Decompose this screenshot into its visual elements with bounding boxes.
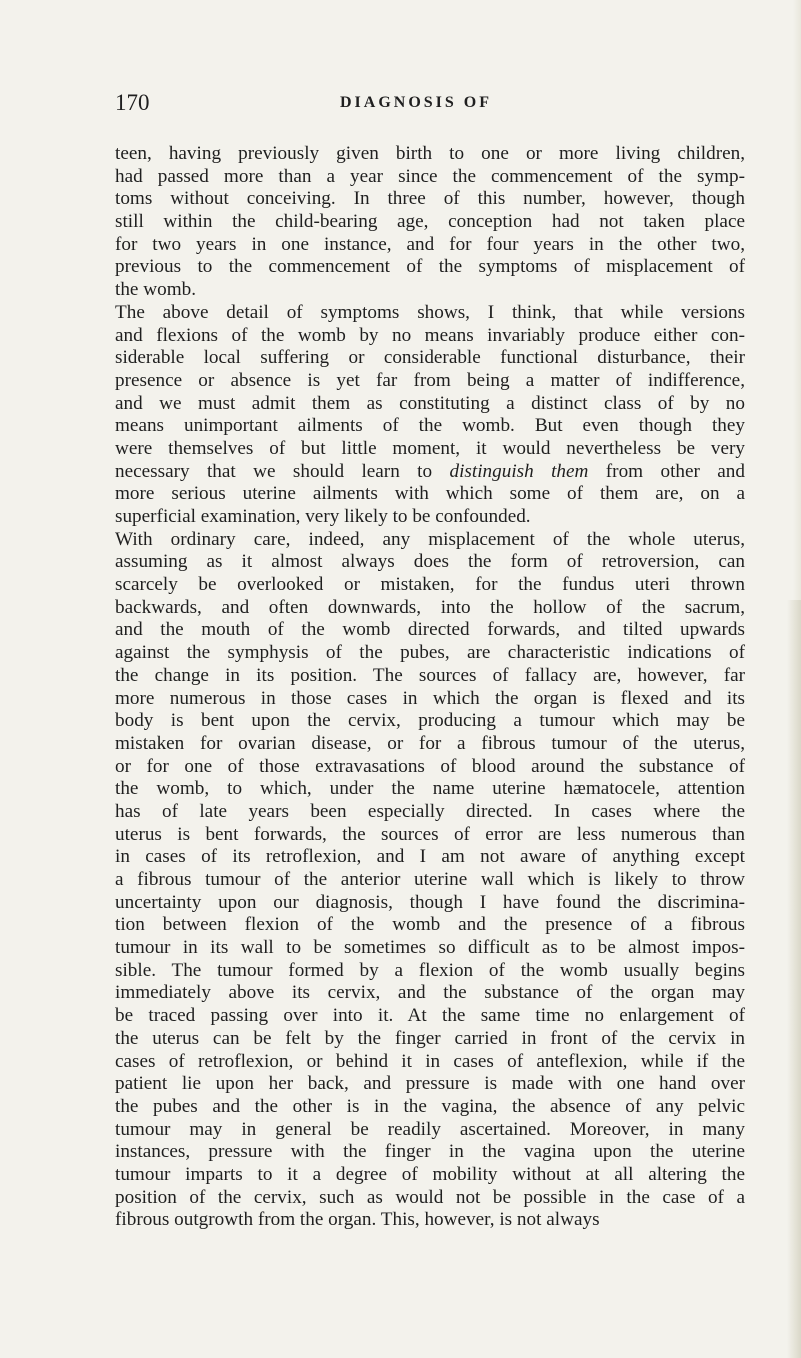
text-line: or for one of those extravasations of blood around the substance of [115, 755, 745, 777]
text-line: With ordinary care, indeed, any misplacement of the whole uterus, [115, 528, 745, 550]
text-line: means unimportant ailments of the womb. But even though they [115, 415, 745, 437]
text-line: previous to the commencement of the symptoms of misplacement of [115, 256, 745, 278]
text-line: in cases of its retroflexion, and I am not aware of anything except [115, 846, 745, 868]
text-line: be traced passing over into it. At the same time no enlargement of [115, 1005, 745, 1027]
text-line: the womb. [115, 279, 197, 301]
text-line: toms without conceiving. In three of this number, however, though [115, 188, 745, 210]
text-line: patient lie upon her back, and pressure is made with one hand over [115, 1073, 745, 1095]
text-line: presence or absence is yet far from being a matter of indifference, [115, 369, 745, 391]
text-line: were themselves of but little moment, it would nevertheless be very [115, 437, 745, 459]
text-line: the pubes and the other is in the vagina, the absence of any pelvic [115, 1095, 745, 1117]
text-line: and the mouth of the womb directed forwards, and tilted upwards [115, 619, 745, 641]
text-line: teen, having previously given birth to one or more living children, [115, 143, 745, 164]
page-number: 170 [115, 90, 150, 115]
text-line: The above detail of symptoms shows, I think, that while versions [115, 301, 745, 323]
text-line: still within the child-bearing age, conception had not taken place [115, 211, 745, 233]
text-line: uncertainty upon our diagnosis, though I have found the discrimina- [115, 891, 745, 913]
text-line: backwards, and often downwards, into the hollow of the sacrum, [115, 596, 745, 618]
text-line: tumour imparts to it a degree of mobility without at all altering the [115, 1163, 745, 1185]
page-edge-shadow-top [793, 0, 801, 600]
text-line: more serious uterine ailments with which some of them are, on a [115, 483, 745, 505]
text-line: immediately above its cervix, and the substance of the organ may [115, 982, 745, 1004]
text-line: assuming as it almost always does the form of retroversion, can [115, 551, 745, 573]
text-line: the change in its position. The sources of fallacy are, however, far [115, 664, 745, 686]
text-line: tumour may in general be readily ascertained. Moreover, in many [115, 1118, 745, 1140]
text-line: tumour in its wall to be sometimes so difficult as to be almost impos- [115, 937, 745, 959]
page-edge-shadow [787, 600, 801, 1358]
text-line: against the symphysis of the pubes, are characteristic indications of [115, 642, 745, 664]
text-line: has of late years been especially directed. In cases where the [115, 800, 745, 822]
text-line: instances, pressure with the finger in the vagina upon the uterine [115, 1141, 745, 1163]
text-line: tion between flexion of the womb and the presence of a fibrous [115, 914, 745, 936]
page-header [115, 90, 735, 120]
text-line: siderable local suffering or considerable functional disturbance, their [115, 347, 745, 369]
running-head: DIAGNOSIS OF [340, 94, 493, 111]
text-line: the womb, to which, under the name uterine hæmatocele, attention [115, 778, 745, 800]
text-line: a fibrous tumour of the anterior uterine wall which is likely to throw [115, 869, 745, 890]
emphasis-text: distinguish them [449, 460, 589, 482]
text-line: cases of retroflexion, or behind it in cases of anteflexion, while if the [115, 1050, 745, 1072]
text-line: and flexions of the womb by no means invariably produce either con- [115, 324, 745, 346]
text-line: scarcely be overlooked or mistaken, for the fundus uteri thrown [115, 574, 745, 596]
text-line: uterus is bent forwards, the sources of error are less numerous than [115, 823, 745, 845]
text-line: fibrous outgrowth from the organ. This, however, is not always [115, 1209, 600, 1231]
text-line: more numerous in those cases in which the organ is flexed and its [115, 687, 745, 709]
text-line: superficial examination, very likely to be confounded. [115, 506, 531, 527]
text-line: body is bent upon the cervix, producing a tumour which may be [115, 710, 745, 732]
text-line: mistaken for ovarian disease, or for a fibrous tumour of the uterus, [115, 732, 745, 754]
text-line: and we must admit them as constituting a distinct class of by no [115, 392, 745, 414]
text-line: necessary that we should learn to distinguish them from other and [115, 460, 745, 482]
body-text [115, 143, 745, 1232]
text-line: position of the cervix, such as would not be possible in the case of a [115, 1186, 745, 1208]
text-line: for two years in one instance, and for four years in the other two, [115, 233, 745, 255]
text-line: sible. The tumour formed by a flexion of the womb usually begins [115, 959, 745, 981]
text-line: the uterus can be felt by the finger carried in front of the cervix in [115, 1027, 745, 1049]
text-line: had passed more than a year since the commencement of the symp- [115, 165, 745, 187]
